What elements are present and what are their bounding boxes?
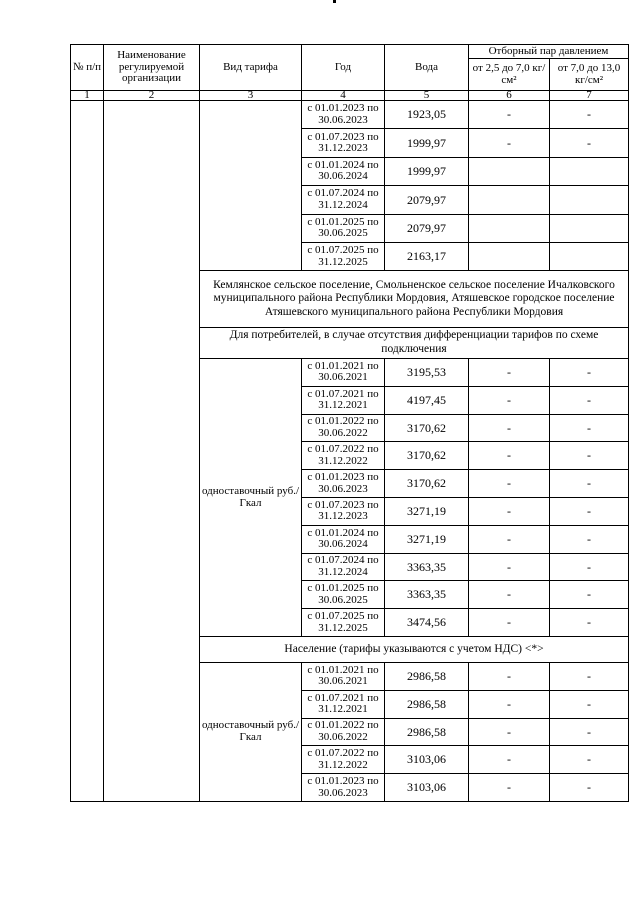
steam-low-value: - <box>507 780 511 795</box>
tariff-type-cell: одноставочный руб./Гкал <box>201 719 300 743</box>
steam-low-value: - <box>507 724 511 739</box>
header-steam: Отборный пар давлением <box>488 45 609 57</box>
steam-high-value: - <box>587 365 591 380</box>
water-value: 3271,19 <box>407 504 446 519</box>
steam-low-value: - <box>507 696 511 711</box>
steam-low-value <box>469 158 549 185</box>
period-cell: с 01.01.2023 по 30.06.2023 <box>307 102 379 126</box>
steam-low-value <box>469 243 549 270</box>
steam-high-value <box>550 186 628 213</box>
header-steam-low: от 2,5 до 7,0 кг/см² <box>472 61 546 86</box>
period-cell: с 01.01.2024 по 30.06.2024 <box>307 158 379 183</box>
steam-low-value <box>469 186 549 213</box>
water-value: 2986,58 <box>407 724 446 739</box>
steam-low-value: - <box>507 559 511 574</box>
period-cell: с 01.01.2021 по 30.06.2021 <box>307 359 379 384</box>
header-water: Вода <box>415 60 438 73</box>
steam-low-value: - <box>507 476 511 491</box>
steam-high-value: - <box>587 669 591 684</box>
period-cell: с 01.07.2024 по 31.12.2024 <box>307 187 379 211</box>
header-number: № п/п <box>72 60 102 73</box>
period-cell: с 01.01.2023 по 30.06.2023 <box>307 775 379 799</box>
period-cell: с 01.07.2023 по 31.12.2023 <box>307 130 379 155</box>
water-value: 1999,97 <box>407 164 446 179</box>
column-number: 7 <box>586 91 592 100</box>
steam-high-value: - <box>587 587 591 602</box>
period-cell: с 01.01.2025 по 30.06.2025 <box>307 582 379 606</box>
water-value: 1923,05 <box>407 107 446 122</box>
steam-low-value: - <box>507 531 511 546</box>
water-value: 1999,97 <box>407 135 446 150</box>
period-cell: с 01.07.2022 по 31.12.2022 <box>307 747 379 771</box>
population-title: Население (тарифы указываются с учетом НДС) <*> <box>284 642 544 655</box>
period-cell: с 01.01.2021 по 30.06.2021 <box>307 663 379 688</box>
period-cell: с 01.07.2024 по 31.12.2024 <box>307 554 379 578</box>
water-value: 3170,62 <box>407 448 446 463</box>
steam-high-value: - <box>587 504 591 519</box>
steam-low-value: - <box>507 135 511 150</box>
water-value: 3195,53 <box>407 365 446 380</box>
period-cell: с 01.01.2022 по 30.06.2022 <box>307 719 379 743</box>
steam-low-value: - <box>507 107 511 122</box>
water-value: 4197,45 <box>407 392 446 407</box>
water-value: 3103,06 <box>407 780 446 795</box>
water-value: 3363,35 <box>407 559 446 574</box>
water-value: 2986,58 <box>407 696 446 711</box>
consumers-title: Для потребителей, в случае отсутствия дифференциации тарифов по схеме подключения <box>229 329 599 355</box>
period-cell: с 01.07.2025 по 31.12.2025 <box>307 244 379 268</box>
steam-high-value: - <box>587 448 591 463</box>
steam-high-value: - <box>587 696 591 711</box>
period-cell: с 01.01.2024 по 30.06.2024 <box>307 526 379 551</box>
header-steam-high: от 7,0 до 13,0 кг/см² <box>557 61 621 86</box>
steam-high-value: - <box>587 559 591 574</box>
period-cell: с 01.01.2023 по 30.06.2023 <box>307 471 379 495</box>
steam-high-value: - <box>587 724 591 739</box>
steam-high-value: - <box>587 780 591 795</box>
period-cell: с 01.01.2022 по 30.06.2022 <box>307 415 379 439</box>
steam-low-value: - <box>507 615 511 630</box>
column-number: 2 <box>148 91 155 100</box>
steam-low-value: - <box>507 587 511 602</box>
steam-low-value: - <box>507 669 511 684</box>
header-organization: Наименование регулируемой организации <box>117 49 186 85</box>
steam-low-value: - <box>507 504 511 519</box>
header-tariff-type: Вид тарифа <box>223 60 278 73</box>
column-number: 3 <box>247 91 254 100</box>
steam-high-value: - <box>587 615 591 630</box>
steam-high-value <box>550 243 628 270</box>
steam-high-value: - <box>587 135 591 150</box>
tariff-type-cell: одноставочный руб./Гкал <box>201 484 300 509</box>
steam-low-value: - <box>507 752 511 767</box>
period-cell: с 01.07.2025 по 31.12.2025 <box>307 610 379 634</box>
steam-high-value: - <box>587 420 591 435</box>
water-value: 3170,62 <box>407 476 446 491</box>
period-cell: с 01.07.2021 по 31.12.2021 <box>307 387 379 412</box>
water-value: 2079,97 <box>407 192 446 207</box>
water-value: 3271,19 <box>407 531 446 546</box>
steam-high-value <box>550 215 628 242</box>
steam-high-value: - <box>587 752 591 767</box>
water-value: 3363,35 <box>407 587 446 602</box>
steam-high-value: - <box>587 531 591 546</box>
steam-high-value: - <box>587 107 591 122</box>
period-cell: с 01.01.2025 по 30.06.2025 <box>307 215 379 240</box>
period-cell: с 01.07.2022 по 31.12.2022 <box>307 443 379 467</box>
page-mark <box>333 0 336 3</box>
water-value: 2079,97 <box>407 220 446 235</box>
water-value: 3103,06 <box>407 752 446 767</box>
period-cell: с 01.07.2021 по 31.12.2021 <box>307 691 379 716</box>
steam-low-value <box>469 215 549 242</box>
water-value: 2163,17 <box>407 249 446 264</box>
steam-high-value: - <box>587 392 591 407</box>
water-value: 2986,58 <box>407 669 446 684</box>
column-number: 1 <box>84 91 90 100</box>
header-year: Год <box>334 60 352 73</box>
steam-low-value: - <box>507 365 511 380</box>
steam-high-value <box>550 158 628 185</box>
steam-low-value: - <box>507 448 511 463</box>
water-value: 3474,56 <box>407 615 446 630</box>
column-number: 4 <box>340 91 346 100</box>
steam-low-value: - <box>507 420 511 435</box>
steam-low-value: - <box>507 392 511 407</box>
column-number: 5 <box>423 91 430 100</box>
period-cell: с 01.07.2023 по 31.12.2023 <box>307 498 379 523</box>
water-value: 3170,62 <box>407 420 446 435</box>
steam-high-value: - <box>587 476 591 491</box>
section-title: Кемлянское сельское поселение, Смольненское сельское поселение Ичалковского муниципального района Республики Мордовия, Атяшевское городское поселение Атяшевского муниципального района Республики Мордовия <box>213 278 615 318</box>
column-number: 6 <box>506 91 512 100</box>
